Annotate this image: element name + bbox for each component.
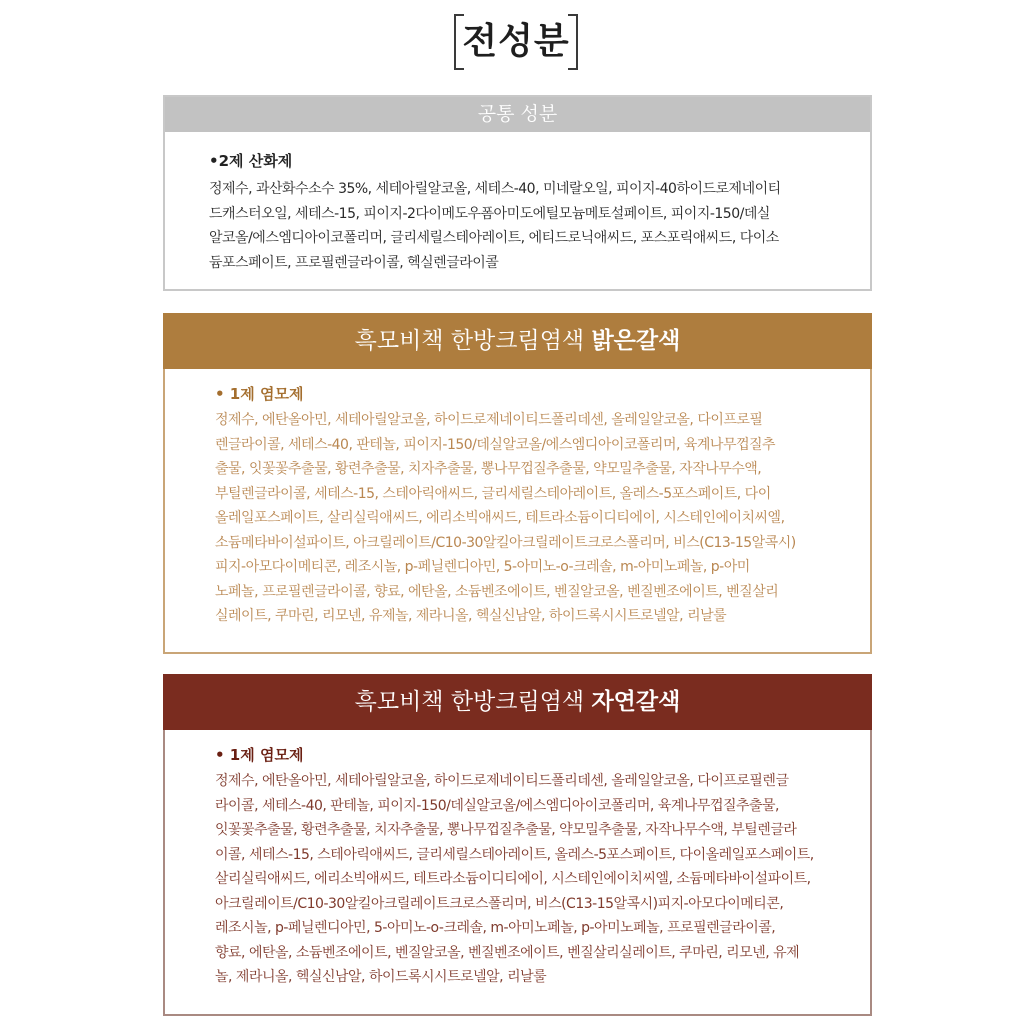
- section-header: [163, 674, 872, 730]
- ingredient-line: 놀, 제라니올, 헥실신남알, 하이드록시시트로넬알, 리날룰: [215, 969, 547, 985]
- section-header: 공통 성분: [165, 97, 870, 132]
- section-subheading: • 1제 염모제: [215, 385, 304, 403]
- section-header-prefix: 흑모비책 한방크림염색: [354, 328, 592, 354]
- section-header-emphasis: 자연갈색: [591, 689, 681, 715]
- ingredient-line: 노페놀, 프로필렌글라이콜, 향료, 에탄올, 소듐벤조에이트, 벤질알코올, 벤질벤조에이트, 벤질살리: [215, 583, 779, 600]
- page-title-frame: [454, 14, 578, 70]
- section-body: [165, 730, 870, 990]
- ingredient-line: 향료, 에탄올, 소듐벤조에이트, 벤질알코올, 벤질벤조에이트, 벤질살리실레이트, 쿠마린, 리모넨, 유제: [215, 944, 800, 961]
- ingredient-line: 아크릴레이트/C10-30알킬아크릴레이트크로스폴리머, 비스(C13-15알콕시)피지-아모다이메티콘,: [215, 895, 784, 912]
- ingredient-line: 소듐메타바이설파이트, 아크릴레이트/C10-30알킬아크릴레이트크로스폴리머, 비스(C13-15알콕시): [215, 534, 796, 551]
- ingredient-line: 정제수, 에탄올아민, 세테아릴알코올, 하이드로제네이티드폴리데센, 올레일알코올, 다이프로필렌글: [215, 773, 789, 789]
- ingredient-line: 실레이트, 쿠마린, 리모넨, 유제놀, 제라니올, 헥실신남알, 하이드록시시트로넬알, 리날룰: [215, 608, 727, 624]
- ingredient-line: 잇꽃꽃추출물, 황련추출물, 치자추출물, 뽕나무껍질추출물, 약모밀추출물, 자작나무수액, 부틸렌글라: [215, 822, 797, 838]
- ingredient-line: 라이콜, 세테스-40, 판테놀, 피이지-150/데실알코올/에스엠디아이코폴리머, 육계나무껍질추출물,: [215, 797, 779, 814]
- section-subheading: • 1제 염모제: [215, 746, 304, 764]
- ingredient-line: 출물, 잇꽃꽃추출물, 황련추출물, 치자추출물, 뽕나무껍질추출물, 약모밀추출물, 자작나무수액,: [215, 461, 762, 477]
- ingredient-line: 정제수, 에탄올아민, 세테아릴알코올, 하이드로제네이티드폴리데센, 올레일알코올, 다이프로필: [215, 412, 763, 428]
- section-body: [165, 369, 870, 629]
- ingredient-line: 알코올/에스엠디아이코폴리머, 글리세릴스테아레이트, 에티드로닉애씨드, 포스포릭애씨드, 다이소: [209, 230, 779, 246]
- ingredient-line: 정제수, 과산화수소수 35%, 세테아릴알코올, 세테스-40, 미네랄오일, 피이지-40하이드로제네이티: [209, 181, 781, 197]
- ingredient-line: 올레일포스페이트, 살리실릭애씨드, 에리소빅애씨드, 테트라소듐이디티에이, 시스테인에이치씨엘,: [215, 510, 785, 526]
- section-header: [163, 313, 872, 369]
- section-natural-brown: [163, 674, 872, 1016]
- ingredient-line: 드캐스터오일, 세테스-15, 피이지-2다이메도우폼아미도에틸모늄메토설페이트, 피이지-150/데실: [209, 205, 770, 222]
- section-subheading: •2제 산화제: [209, 152, 293, 170]
- section-light-brown: [163, 313, 872, 654]
- section-header-prefix: 흑모비책 한방크림염색: [354, 689, 592, 715]
- ingredient-line: 레조시놀, p-페닐렌디아민, 5-아미노-o-크레솔, m-아미노페놀, p-아미노페놀, 프로필렌글라이콜,: [215, 920, 776, 936]
- ingredient-line: 살리실릭애씨드, 에리소빅애씨드, 테트라소듐이디티에이, 시스테인에이치씨엘, 소듐메타바이설파이트,: [215, 871, 811, 887]
- ingredient-line: 이콜, 세테스-15, 스테아릭애씨드, 글리세릴스테아레이트, 올레스-5포스페이트, 다이올레일포스페이트,: [215, 846, 814, 863]
- ingredient-line: 부틸렌글라이콜, 세테스-15, 스테아릭애씨드, 글리세릴스테아레이트, 올레스-5포스페이트, 다이: [215, 485, 771, 502]
- section-header-emphasis: 밝은갈색: [591, 328, 681, 354]
- ingredient-line: 렌글라이콜, 세테스-40, 판테놀, 피이지-150/데실알코올/에스엠디아이코폴리머, 육계나무껍질추: [215, 436, 776, 453]
- ingredient-line: 피지-아모다이메티콘, 레조시놀, p-페닐렌디아민, 5-아미노-o-크레솔, m-아미노페놀, p-아미: [215, 559, 750, 575]
- page-title: 전성분: [462, 21, 570, 62]
- section-common-ingredients: [163, 95, 872, 291]
- section-body: [165, 132, 870, 275]
- ingredient-line: 듐포스페이트, 프로필렌글라이콜, 헥실렌글라이콜: [209, 254, 499, 271]
